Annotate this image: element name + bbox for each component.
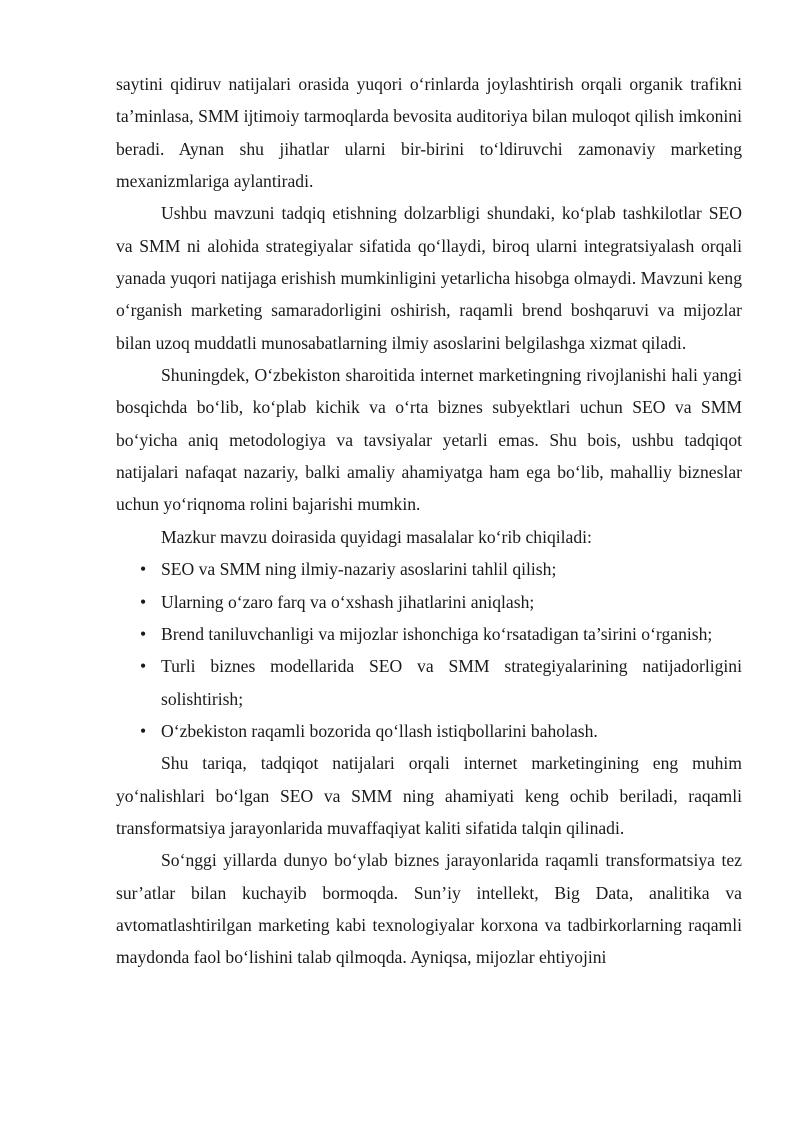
list-item-text: Ularning o‘zaro farq va o‘xshash jihatlarini aniqlash;	[161, 591, 535, 612]
paragraph-digital-transformation: So‘nggi yillarda dunyo bo‘ylab biznes jarayonlarida raqamli transformatsiya tez sur’atlar bilan kuchayib bormoqda. Sun’iy intellekt, Big Data, analitika va avtomatlashtirilgan marketing kabi texnologiyalar korxona va tadbirkorlarning raqamli maydonda faol bo‘lishini talab qilmoqda. Ayniqsa, mijozlar ehtiyojini	[116, 850, 742, 968]
list-item	[116, 618, 742, 650]
list-item	[116, 650, 742, 715]
paragraph-continuation: saytini qidiruv natijalari orasida yuqori o‘rinlarda joylashtirish orqali organik trafikni ta’minlasa, SMM ijtimoiy tarmoqlarda bevosita auditoriya bilan muloqot qilish imkonini beradi. Aynan shu jihatlar ularni bir-birini to‘ldiruvchi zamonaviy marketing mexanizmlariga aylantiradi.	[116, 74, 742, 192]
paragraph-conclusion: Shu tariqa, tadqiqot natijalari orqali internet marketingining eng muhim yo‘nalishlari bo‘lgan SEO va SMM ning ahamiyati keng ochib beriladi, raqamli transformatsiya jarayonlarida muvaffaqiyat kaliti sifatida talqin qilinadi.	[116, 753, 742, 838]
paragraph-list-intro: Mazkur mavzu doirasida quyidagi masalalar ko‘rib chiqiladi:	[161, 526, 592, 547]
bullet-icon: •	[140, 656, 147, 677]
paragraph-relevance: Ushbu mavzuni tadqiq etishning dolzarbligi shundaki, ko‘plab tashkilotlar SEO va SMM ni alohida strategiyalar sifatida qo‘llaydi, biroq ularni integratsiyalash orqali yanada yuqori natijaga erishish mumkinligini yetarlicha hisobga olmaydi. Mavzuni keng o‘rganish marketing samaradorligini oshirish, raqamli brend boshqaruvi va mijozlar bilan uzoq muddatli munosabatlarning ilmiy asoslarini belgilashga xizmat qiladi.	[116, 203, 742, 353]
list-item	[116, 553, 742, 585]
bullet-icon: •	[140, 559, 147, 580]
list-item-text: O‘zbekiston raqamli bozorida qo‘llash istiqbollarini baholash.	[161, 720, 598, 741]
list-item	[116, 586, 742, 618]
document-page	[116, 68, 742, 974]
list-item-text: SEO va SMM ning ilmiy-nazariy asoslarini tahlil qilish;	[161, 559, 557, 580]
bullet-icon: •	[140, 623, 147, 644]
paragraph-uzbekistan-context: Shuningdek, O‘zbekiston sharoitida internet marketingning rivojlanishi hali yangi bosqichda bo‘lib, ko‘plab kichik va o‘rta biznes subyektlari uchun SEO va SMM bo‘yicha aniq metodologiya va tavsiyalar yetarli emas. Shu bois, ushbu tadqiqot natijalari nafaqat nazariy, balki amaliy ahamiyatga ham ega bo‘lib, mahalliy bizneslar uchun yo‘riqnoma rolini bajarishi mumkin.	[116, 365, 742, 515]
bullet-icon: •	[140, 591, 147, 612]
issues-list	[116, 553, 742, 747]
list-item-text: Turli biznes modellarida SEO va SMM strategiyalarining natijadorligini solishtirish;	[161, 656, 742, 709]
list-item	[116, 715, 742, 747]
list-item-text: Brend taniluvchanligi va mijozlar ishonchiga ko‘rsatadigan ta’sirini o‘rganish;	[161, 623, 713, 644]
bullet-icon: •	[140, 720, 147, 741]
